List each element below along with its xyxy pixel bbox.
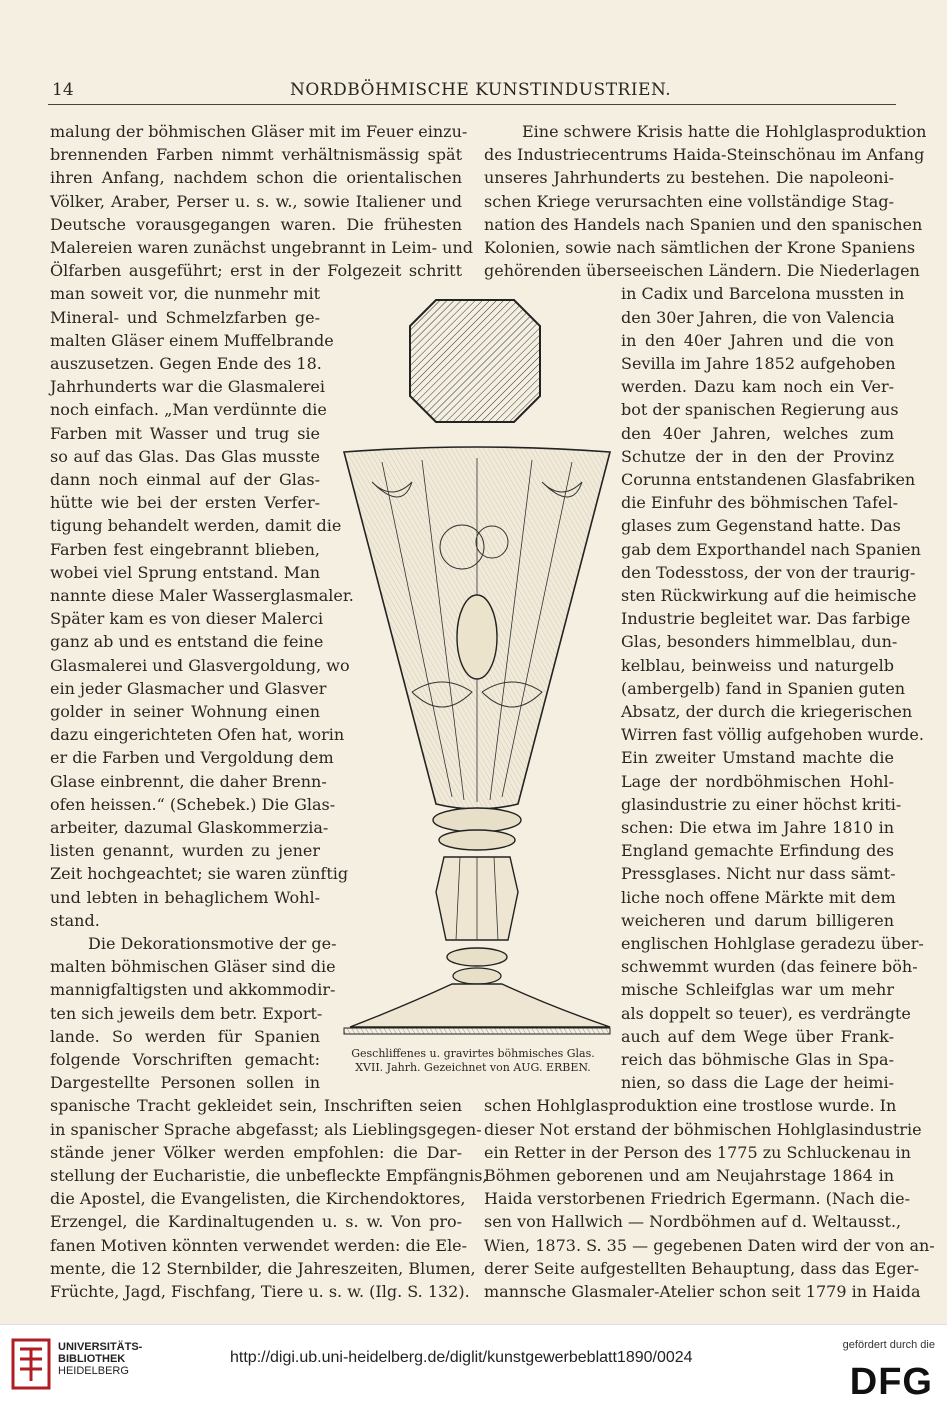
text-line: Erzengel, die Kardinaltugenden u. s. w. Von pro- [50, 1212, 462, 1232]
text-line: in Cadix und Barcelona mussten in [621, 284, 905, 304]
text-line: in den 40er Jahren und die von [621, 330, 894, 350]
text-line: spanische Tracht gekleidet sein, Inschriften seien [50, 1096, 462, 1116]
text-line: Malereien waren zunächst ungebrannt in Leim- und [50, 238, 474, 257]
text-line: Pressglases. Nicht nur dass sämt- [621, 864, 896, 884]
text-line: kelblau, beinweiss und naturgelb [621, 655, 894, 675]
text-line: gehörenden überseeischen Ländern. Die Niederlagen [484, 261, 920, 281]
library-line-3: HEIDELBERG [58, 1365, 129, 1377]
text-line: glases zum Gegenstand hatte. Das [621, 516, 901, 536]
funded-by-label: gefördert durch die [842, 1339, 935, 1351]
text-line: Mineral- und Schmelzfarben ge- [50, 307, 320, 327]
text-line: Wirren fast völlig aufgehoben wurde. [621, 725, 924, 745]
text-line: Corunna entstandenen Glasfabriken [621, 470, 916, 489]
text-line: Kolonien, sowie nach sämtlichen der Krone Spaniens [484, 238, 916, 257]
text-line: listen genannt, wurden zu jener [50, 841, 320, 861]
text-line: dann noch einmal auf der Glas- [50, 470, 320, 489]
text-line: mannigfaltigsten und akkommodir- [50, 980, 336, 1000]
text-line: schen: Die etwa im Jahre 1810 in [621, 818, 894, 837]
text-line: sten Rückwirkung auf die heimische [621, 586, 917, 605]
text-line: den 40er Jahren, welches zum [621, 423, 894, 443]
text-line: die Apostel, die Evangelisten, die Kirchendoktores, [50, 1189, 466, 1209]
text-line: mente, die 12 Sternbilder, die Jahreszeiten, Blumen, [50, 1258, 476, 1278]
text-line: malten böhmischen Gläser sind die [50, 957, 336, 977]
text-line: brennenden Farben nimmt verhältnismässig spät [50, 145, 462, 165]
text-line: malung der böhmischen Gläser mit im Feuer einzu- [50, 122, 468, 141]
text-line: folgende Vorschriften gemacht: [50, 1050, 320, 1069]
text-line: als doppelt so teuer), es verdrängte [621, 1003, 911, 1023]
text-line: den Todesstoss, der von der traurig- [621, 562, 916, 582]
text-line: Deutsche vorausgegangen waren. Die frühesten [50, 214, 462, 234]
text-line: fanen Motiven könnten verwendet werden: die Ele- [50, 1235, 468, 1255]
library-line-2: BIBLIOTHEK [58, 1353, 126, 1365]
text-line: bot der spanischen Regierung aus [621, 400, 899, 420]
figure-credit: XVII. Jahrh. Gezeichnet von AUG. ERBEN. [355, 1061, 591, 1074]
text-line: Die Dekorationsmotive der ge- [88, 934, 337, 953]
figure-caption: Geschliffenes u. gravirtes böhmisches Glas. [351, 1047, 595, 1060]
text-line: Absatz, der durch die kriegerischen [621, 702, 913, 721]
text-line: ein jeder Glasmacher und Glasver [50, 678, 327, 698]
text-line: mische Schleifglas war um mehr [621, 980, 894, 1000]
page-number: 14 [52, 80, 74, 100]
text-line: wobei viel Sprung entstand. Man [50, 562, 320, 582]
text-line: Haida verstorbenen Friedrich Egermann. (Nach die- [484, 1189, 911, 1209]
text-line: nien, so dass die Lage der heimi- [621, 1073, 894, 1093]
text-line: tigung behandelt werden, damit die [50, 516, 342, 536]
text-line: Sevilla im Jahre 1852 aufgehoben [621, 354, 896, 373]
text-line: dazu eingerichteten Ofen hat, worin [50, 725, 345, 745]
glass-illustration [342, 292, 612, 1044]
text-line: und lebten in behaglichem Wohl- [50, 887, 320, 907]
text-line: lande. So werden für Spanien [50, 1026, 320, 1046]
text-line: malten Gläser einem Muffelbrande [50, 330, 334, 350]
text-line: Ein zweiter Umstand machte die [621, 748, 894, 768]
text-line: werden. Dazu kam noch ein Ver- [621, 377, 894, 397]
text-line: auch auf dem Wege über Frank- [621, 1026, 894, 1046]
text-line: noch einfach. „Man verdünnte die [50, 400, 327, 420]
header-rule [48, 104, 896, 105]
text-line: Früchte, Jagd, Fischfang, Tiere u. s. w. (Ilg. S. 132). [50, 1282, 470, 1301]
text-line: Glasmalerei und Glasvergoldung, wo [50, 655, 350, 675]
text-line: unseres Jahrhunderts zu bestehen. Die napoleoni- [484, 168, 894, 188]
footer-bar [0, 1324, 947, 1405]
text-line: des Industriecentrums Haida-Steinschönau im Anfang [484, 145, 925, 165]
text-line: Eine schwere Krisis hatte die Hohlglasproduktion [522, 122, 927, 141]
text-line: stellung der Eucharistie, die unbefleckte Empfängnis, [50, 1166, 488, 1185]
text-line: mannsche Glasmaler-Atelier schon seit 1779 in Haida [484, 1282, 921, 1301]
text-line: Industrie begleitet war. Das farbige [621, 609, 911, 629]
text-line: glasindustrie zu einer höchst kriti- [621, 794, 902, 814]
text-line: er die Farben und Vergoldung dem [50, 748, 334, 768]
text-line: ten sich jeweils dem betr. Export- [50, 1003, 323, 1023]
text-line: Später kam es von dieser Malerci [50, 609, 324, 629]
text-line: Ölfarben ausgeführt; erst in der Folgezeit schritt [50, 261, 462, 281]
text-line: ein Retter in der Person des 1775 zu Schluckenau in [484, 1142, 911, 1162]
text-line: Völker, Araber, Perser u. s. w., sowie Italiener und [50, 191, 462, 211]
text-line: stand. [50, 910, 100, 930]
text-line: so auf das Glas. Das Glas musste [50, 446, 320, 466]
text-line: Farben fest eingebrannt blieben, [50, 539, 320, 559]
text-line: weicheren und darum billigeren [621, 910, 894, 930]
text-line: auszusetzen. Gegen Ende des 18. [50, 354, 322, 373]
text-line: man soweit vor, die nunmehr mit [50, 284, 320, 304]
text-line: ganz ab und es entstand die feine [50, 632, 324, 652]
text-line: Glas, besonders himmelblau, dun- [621, 632, 898, 652]
text-line: gab dem Exporthandel nach Spanien [621, 539, 921, 559]
text-line: hütte wie bei der ersten Verfer- [50, 493, 320, 513]
text-line: ofen heissen.“ (Schebek.) Die Glas- [50, 794, 336, 814]
text-line: sen von Hallwich — Nordböhmen auf d. Weltausst., [484, 1212, 902, 1232]
text-line: Dargestellte Personen sollen in [50, 1073, 320, 1093]
text-line: Farben mit Wasser und trug sie [50, 423, 320, 443]
text-line: reich das böhmische Glas in Spa- [621, 1050, 894, 1069]
text-line: arbeiter, dazumal Glaskommerzia- [50, 818, 329, 837]
text-line: (ambergelb) fand in Spanien guten [621, 678, 906, 698]
text-line: Glase einbrennt, die daher Brenn- [50, 771, 327, 791]
university-logo-icon [10, 1337, 52, 1391]
text-line: ihren Anfang, nachdem schon die orientalischen [50, 168, 462, 188]
text-line: den 30er Jahren, die von Valencia [621, 307, 895, 327]
text-line: schen Hohlglasproduktion eine trostlose wurde. In [484, 1096, 897, 1116]
text-line: Wien, 1873. S. 35 — gegebenen Daten wird der von an- [484, 1235, 935, 1255]
text-line: Schutze der in den der Provinz [621, 446, 894, 466]
text-line: die Einfuhr des böhmischen Tafel- [621, 493, 898, 513]
text-line: Böhmen geborenen und am Neujahrstage 1864 in [484, 1166, 894, 1185]
text-line: derer Seite aufgestellten Behauptung, dass das Eger- [484, 1258, 920, 1278]
text-line: nation des Handels nach Spanien und den spanischen [484, 214, 923, 234]
text-line: schen Kriege verursachten eine vollständige Stag- [484, 191, 894, 211]
permalink-url[interactable]: http://digi.ub.uni-heidelberg.de/diglit/kunstgewerbeblatt1890/0024 [230, 1349, 693, 1366]
library-line-1: UNIVERSITÄTS- [58, 1341, 143, 1353]
text-line: stände jener Völker werden empfohlen: die Dar- [50, 1142, 462, 1162]
text-line: nannte diese Maler Wasserglasmaler. [50, 586, 354, 605]
text-line: schwemmt wurden (das feinere böh- [621, 957, 918, 977]
running-title: NORDBÖHMISCHE KUNSTINDUSTRIEN. [290, 80, 672, 100]
text-line: dieser Not erstand der böhmischen Hohlglasindustrie [484, 1119, 922, 1139]
text-line: Lage der nordböhmischen Hohl- [621, 771, 894, 791]
dfg-logo: DFG [849, 1361, 933, 1403]
cross-section-shape [410, 300, 540, 422]
text-line: in spanischer Sprache abgefasst; als Lieblingsgegen- [50, 1119, 482, 1139]
text-line: golder in seiner Wohnung einen [50, 702, 320, 721]
university-name [58, 1341, 142, 1377]
text-line: Zeit hochgeachtet; sie waren zünftig [50, 864, 349, 884]
text-line: liche noch offene Märkte mit dem [621, 887, 896, 907]
text-line: englischen Hohlglase geradezu über- [621, 934, 924, 953]
text-line: England gemachte Erfindung des [621, 841, 894, 861]
text-line: Jahrhunderts war die Glasmalerei [50, 377, 325, 397]
